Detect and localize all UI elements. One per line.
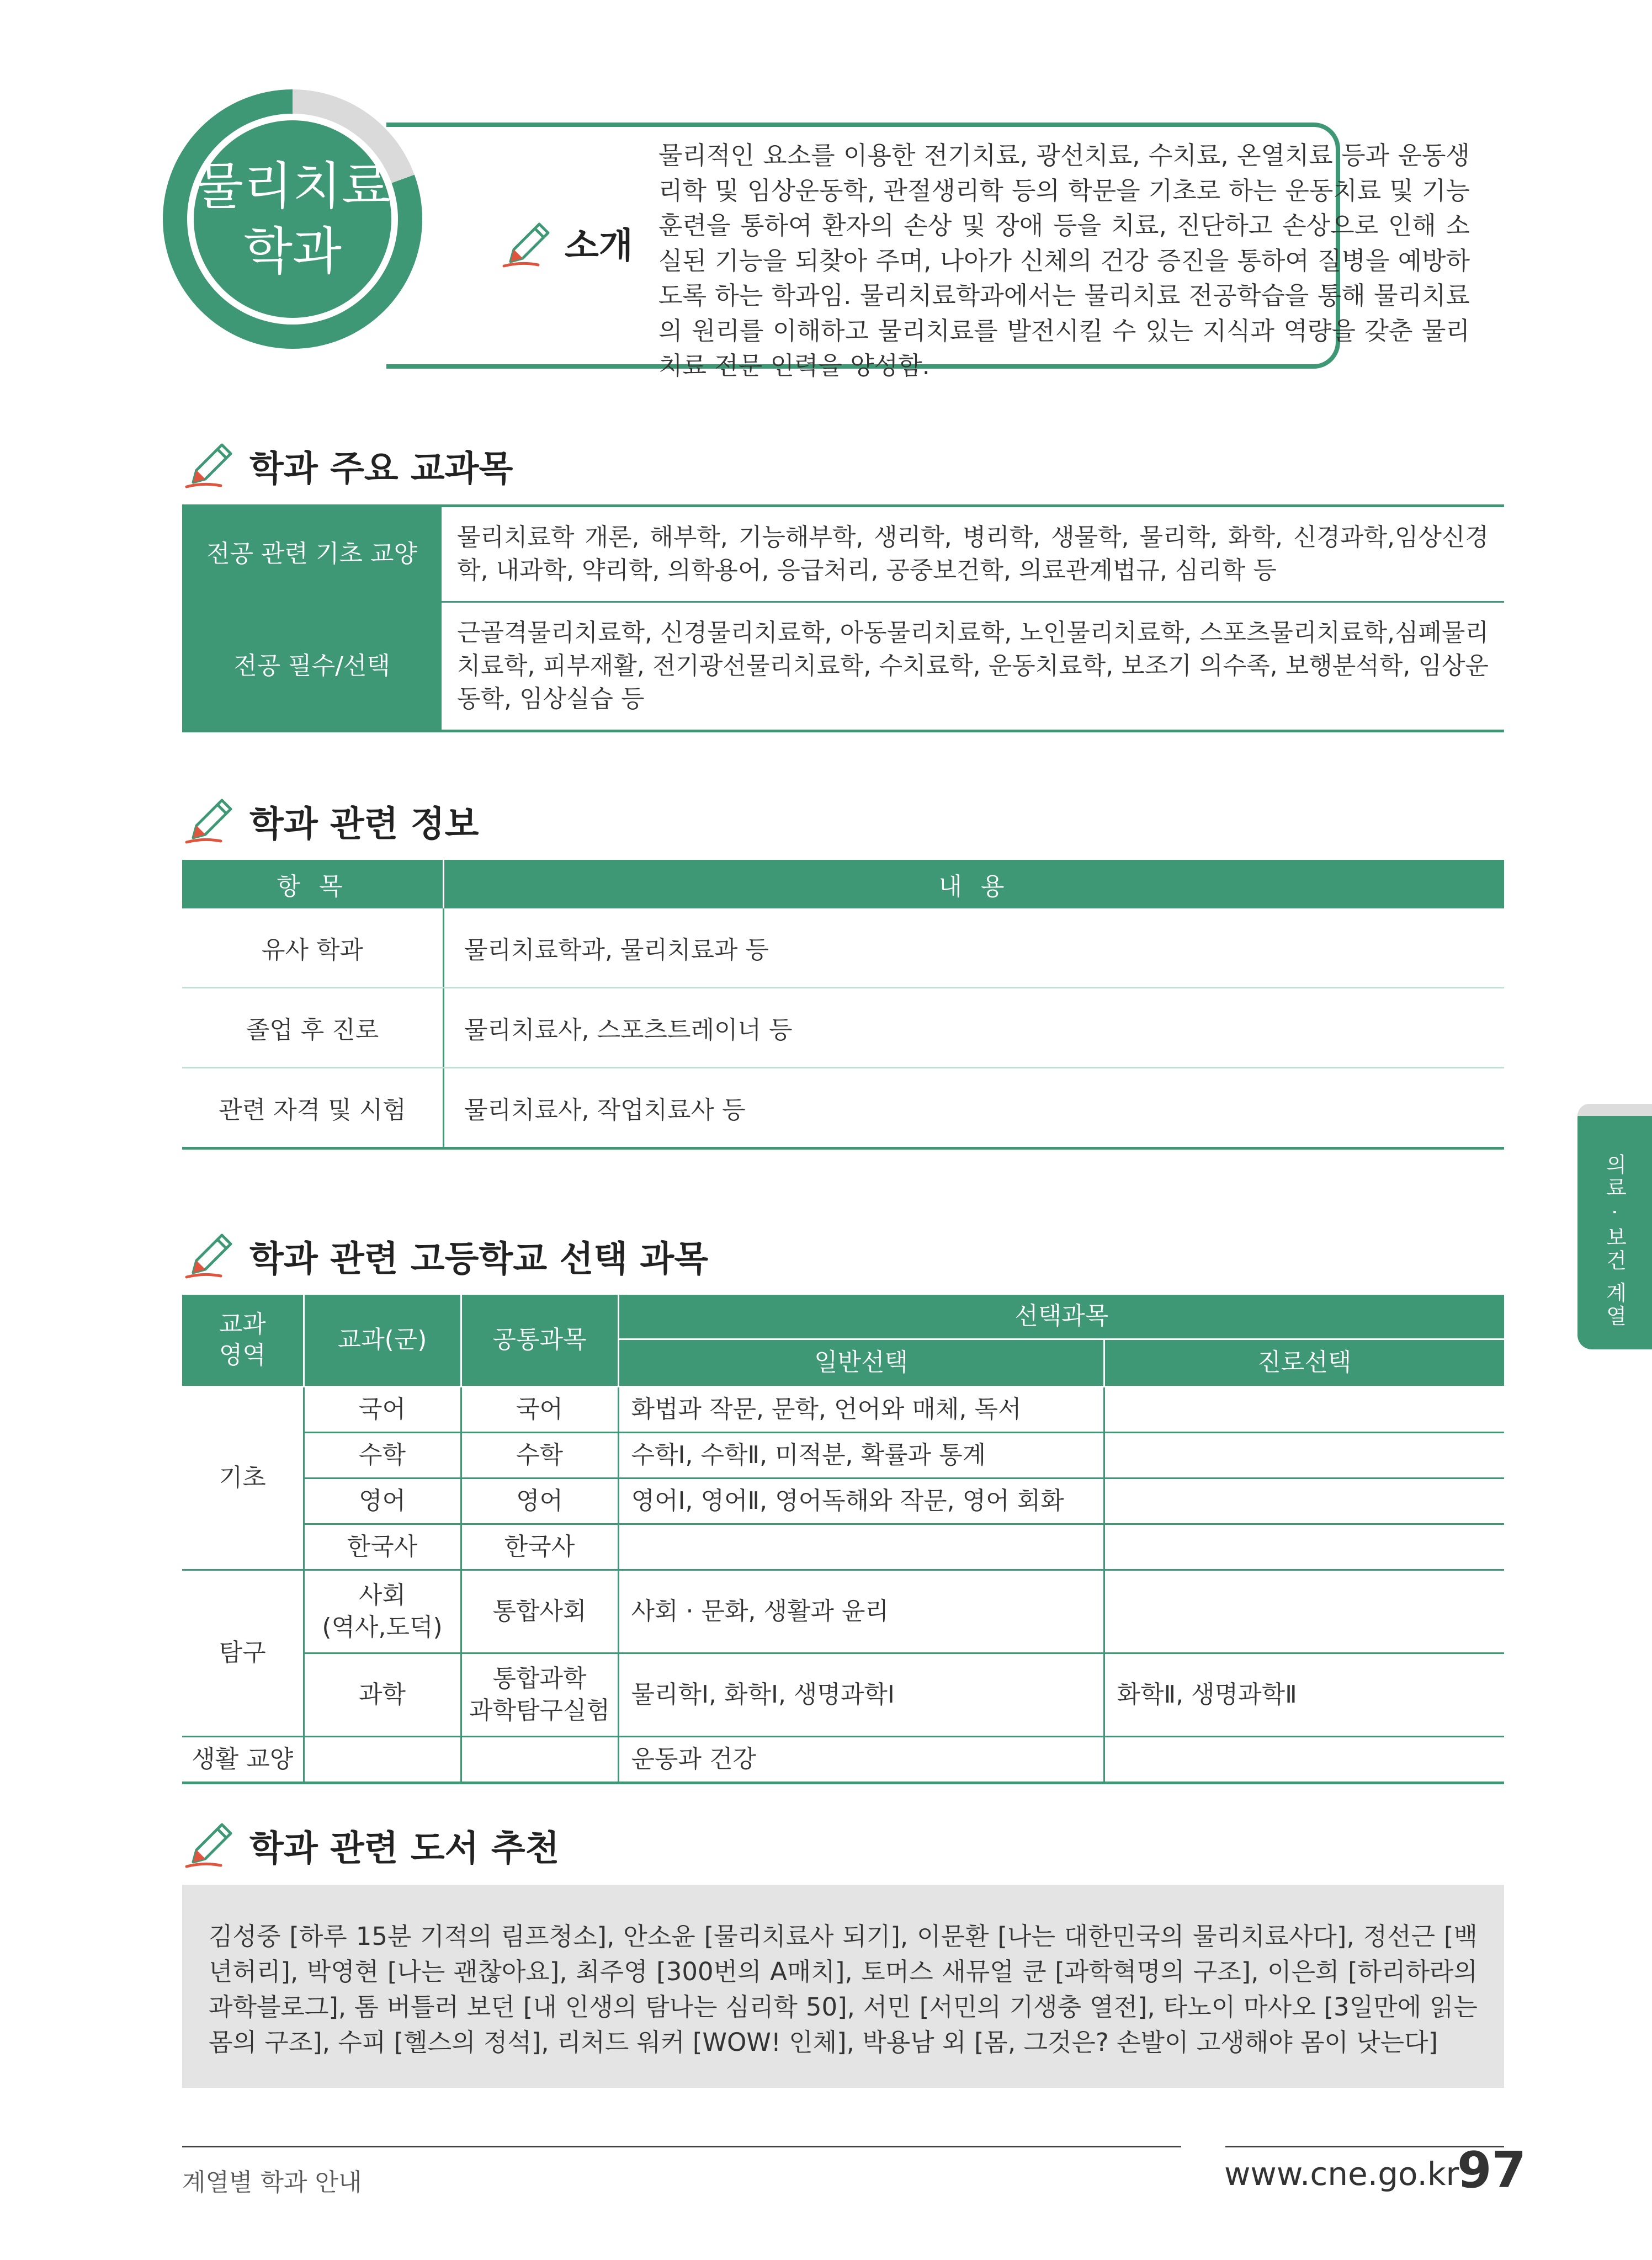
common-cell: 한국사 [461, 1524, 618, 1570]
common-cell: 통합사회 [461, 1570, 618, 1653]
side-tab-top-strip [1577, 1104, 1652, 1116]
common-cell: 수학 [461, 1432, 618, 1478]
pencil-icon [182, 1226, 237, 1281]
department-badge [163, 89, 422, 349]
common-cell: 국어 [461, 1386, 618, 1432]
table-row [182, 1736, 1504, 1783]
section-heading-books [182, 1816, 559, 1871]
header-item: 항 목 [182, 860, 444, 908]
general-cell: 화법과 작문, 문학, 언어와 매체, 독서 [618, 1386, 1104, 1432]
row-item: 유사 학과 [182, 908, 444, 988]
row-label: 전공 필수/선택 [182, 602, 442, 731]
header-area: 교과 영역 [182, 1295, 304, 1386]
general-cell: 수학Ⅰ, 수학Ⅱ, 미적분, 확률과 통계 [618, 1432, 1104, 1478]
section-title: 학과 주요 교과목 [249, 449, 513, 490]
pencil-icon [500, 215, 555, 270]
table-row [182, 908, 1504, 988]
table-row [182, 1068, 1504, 1148]
footer-url[interactable]: www.cne.go.kr [1224, 2155, 1459, 2193]
header-group: 교과(군) [304, 1295, 461, 1386]
section-heading-courses [182, 436, 513, 491]
category-side-tab[interactable] [1577, 1104, 1652, 1349]
common-cell [461, 1736, 618, 1783]
table-header-row [182, 1295, 1504, 1339]
career-cell [1104, 1432, 1504, 1478]
row-item: 졸업 후 진로 [182, 988, 444, 1068]
group-cell [304, 1736, 461, 1783]
career-cell [1104, 1570, 1504, 1653]
row-label: 전공 관련 기초 교양 [182, 506, 442, 602]
department-name-line2: 학과 [243, 222, 342, 281]
general-cell: 운동과 건강 [618, 1736, 1104, 1783]
header-content: 내 용 [444, 860, 1505, 908]
header-career: 진로선택 [1104, 1339, 1504, 1386]
section-title: 학과 관련 고등학교 선택 과목 [249, 1239, 709, 1280]
table-row [182, 602, 1504, 731]
page-number: 97 [1457, 2141, 1527, 2199]
book-recommendations: 김성중 [하루 15분 기적의 림프청소], 안소윤 [물리치료사 되기], 이문환 [나는 대한민국의 물리치료사다], 정선근 [백년허리], 박영현 [나는 괜찮아요], 최주영 [300번의 A매치], 토머스 새뮤얼 쿤 [과학혁명의 구조], 이은희 [하리하라의 과학블로그], 톰 버틀러 보던 [내 인생의 탐나는 심리학 50], 서민 [서민의 기생충 열전], 타노이 마사오 [3일만에 읽는 몸의 구조], 수피 [헬스의 정석], 리처드 워커 [WOW! 인체], 박용남 외 [몸, 그것은? 손발이 고생해야 몸이 낫는다] [182, 1885, 1504, 2088]
section-title: 학과 관련 정보 [249, 804, 479, 845]
group-cell: 영어 [304, 1478, 461, 1524]
pencil-icon [182, 791, 237, 847]
row-item: 관련 자격 및 시험 [182, 1068, 444, 1148]
department-name [194, 120, 391, 318]
general-cell: 물리학Ⅰ, 화학Ⅰ, 생명과학Ⅰ [618, 1653, 1104, 1736]
table-row [182, 1570, 1504, 1653]
header-elective: 선택과목 [618, 1295, 1504, 1339]
general-cell: 영어Ⅰ, 영어Ⅱ, 영어독해와 작문, 영어 회화 [618, 1478, 1104, 1524]
general-cell [618, 1524, 1104, 1570]
group-cell: 수학 [304, 1432, 461, 1478]
table-header-row [182, 860, 1504, 908]
area-cell: 기초 [182, 1386, 304, 1570]
area-cell: 생활 교양 [182, 1736, 304, 1783]
career-cell [1104, 1386, 1504, 1432]
career-cell [1104, 1478, 1504, 1524]
info-table [182, 860, 1504, 1150]
department-name-line1: 물리치료 [194, 157, 391, 216]
section-heading-hs [182, 1226, 708, 1281]
footer-section-name: 계열별 학과 안내 [182, 2168, 362, 2197]
pencil-icon [182, 1816, 237, 1871]
career-cell: 화학Ⅱ, 생명과학Ⅱ [1104, 1653, 1504, 1736]
common-cell: 영어 [461, 1478, 618, 1524]
table-row [182, 1524, 1504, 1570]
pencil-icon [182, 436, 237, 491]
header-common: 공통과목 [461, 1295, 618, 1386]
intro-label: 소개 [565, 226, 633, 267]
intro-text: 물리적인 요소를 이용한 전기치료, 광선치료, 수치료, 온열치료 등과 운동생리학 및 임상운동학, 관절생리학 등의 학문을 기초로 하는 운동치료 및 기능 훈련을 통하여 환자의 손상 및 장애 등을 치료, 진단하고 손상으로 인해 소실된 기능을 되찾아 주며, 나아가 신체의 건강 증진을 통하여 질병을 예방하도록 하는 학과임. 물리치료학과에서는 물리치료 전공학습을 통해 물리치료의 원리를 이해하고 물리치료를 발전시킬 수 있는 지식과 역량을 갖춘 물리치료 전문 인력을 양성함. [658, 141, 1470, 380]
general-cell: 사회 · 문화, 생활과 윤리 [618, 1570, 1104, 1653]
department-badge-inner [187, 114, 398, 325]
group-cell: 과학 [304, 1653, 461, 1736]
section-title: 학과 관련 도서 추천 [249, 1828, 560, 1869]
table-row [182, 1386, 1504, 1432]
table-row [182, 1478, 1504, 1524]
group-cell: 국어 [304, 1386, 461, 1432]
intro-heading [500, 215, 633, 270]
section-heading-info [182, 791, 479, 847]
row-content: 물리치료학과, 물리치료과 등 [444, 908, 1505, 988]
group-cell: 한국사 [304, 1524, 461, 1570]
group-cell: 사회 (역사,도덕) [304, 1570, 461, 1653]
footer-divider [182, 2146, 1181, 2147]
row-content: 물리치료학 개론, 해부학, 기능해부학, 생리학, 병리학, 생물학, 물리학, 화학, 신경과학,임상신경학, 내과학, 약리학, 의학용어, 응급처리, 공중보건학, 의료관계법규, 심리학 등 [442, 506, 1504, 602]
row-content: 물리치료사, 스포츠트레이너 등 [444, 988, 1505, 1068]
table-row [182, 506, 1504, 602]
table-row [182, 988, 1504, 1068]
hs-subjects-table [182, 1295, 1504, 1784]
career-cell [1104, 1524, 1504, 1570]
side-tab-label: 의료 · 보건 계열 [1602, 1153, 1627, 1328]
table-row [182, 1653, 1504, 1736]
header-general: 일반선택 [618, 1339, 1104, 1386]
table-row [182, 1432, 1504, 1478]
row-content: 근골격물리치료학, 신경물리치료학, 아동물리치료학, 노인물리치료학, 스포츠물리치료학,심폐물리치료학, 피부재활, 전기광선물리치료학, 수치료학, 운동치료학, 보조기 의수족, 보행분석학, 임상운동학, 임상실습 등 [457, 619, 1489, 713]
row-content: 물리치료사, 작업치료사 등 [444, 1068, 1505, 1148]
career-cell [1104, 1736, 1504, 1783]
courses-table [182, 504, 1504, 732]
common-cell: 통합과학 과학탐구실험 [461, 1653, 618, 1736]
area-cell: 탐구 [182, 1570, 304, 1736]
